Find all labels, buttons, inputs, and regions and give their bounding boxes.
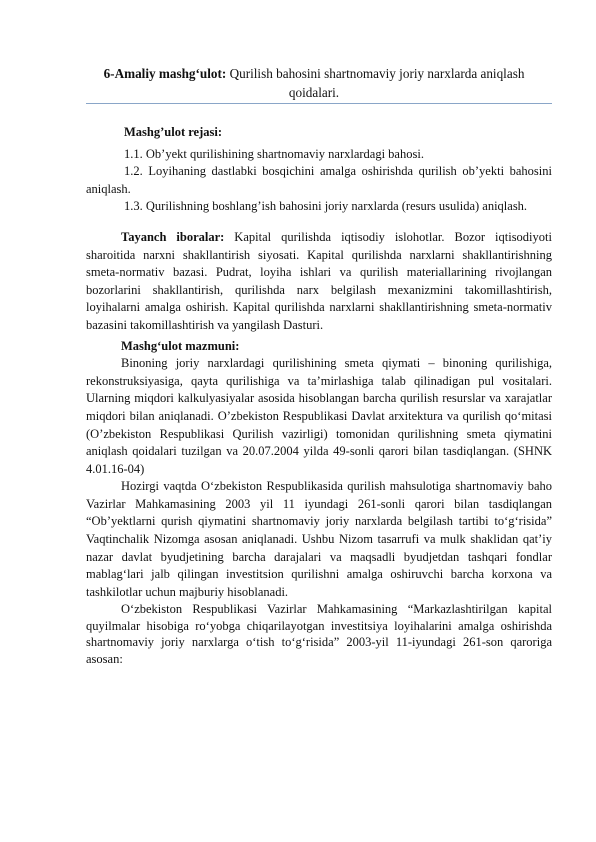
- plan-heading: [86, 124, 552, 142]
- keywords-text: Kapital qurilishda iqtisodiy islohotlar. Bozor iqtisodiyoti sharoitida narxni shakllantirish siyosati. Kapital qurilishda narxlarni shakllantirishning smeta-normativ bazasi. Pudrat, loyiha ishlari va qurilish materiallarining rivojlangan bozorlarini shakllantirish, qurilishda narx belgilash mexanizmini takomillashtirish, loyihalarni amalga oshirish. Kapital qurilishda narxlarni shakllantirishning smeta-normativ bazasini takomillashtirish va yangilash Dasturi.: [86, 229, 552, 332]
- title-text: Qurilish bahosini shartnomaviy joriy narxlarda aniqlash qoidalari.: [229, 66, 525, 100]
- spacer: [86, 216, 552, 229]
- keywords-paragraph: [86, 229, 552, 335]
- keywords-label: Tayanch iboralar:: [121, 229, 225, 244]
- page-title: [86, 64, 542, 102]
- plan-item-1: 1.1. Ob’yekt qurilishining shartnomaviy narxlardagi bahosi.: [124, 146, 424, 161]
- plan-item-3: 1.3. Qurilishning boshlang’ish bahosini joriy narxlarda (resurs usulida) aniqlash.: [124, 199, 528, 214]
- plan-item-2: 1.2. Loyihaning dastlabki bosqichini amalga oshirishda qurilish ob’yekti bahosini aniqlash.: [86, 164, 552, 196]
- content-paragraph-3: O‘zbekiston Respublikasi Vazirlar Mahkamasining “Markazlashtirilgan kapital quyilmalar hisobiga ro‘yobga chiqarilayotgan investitsiya loyihalarini amalga oshirishda shartnomaviy joriy narxlarga o‘tish to‘g‘risida” 2003-yil 11-iyundagi 261-son qaroriga asosan:: [86, 602, 552, 666]
- content-heading: [86, 338, 552, 356]
- title-divider: [86, 103, 552, 104]
- content-paragraph-1: Binoning joriy narxlardagi qurilishining smeta qiymati – binoning qurilishiga, rekonstruksiyasiga, qayta qurilishiga va ta’mirlashiga talab qilinadigan pul vositalari. Ularning miqdori kalkulyasiyalar asosida hisoblangan barcha qurilish resurslar va xarajatlar miqdori bilan aniqlanadi. O’zbekiston Respublikasi Davlat arxitektura va qurilish qo‘mitasi (O’zbekiston Respublikasi Qurilish vazirligi) tomonidan qurilishning smeta qiymatini aniqlash qoidalari tuzilgan va 20.07.2004 yilda 49-sonli qarori bilan tasdiqlangan. (SHNK 4.01.16-04): [86, 356, 552, 476]
- content-paragraph-2: Hozirgi vaqtda O‘zbekiston Respublikasida qurilish mahsulotiga shartnomaviy baho Vazirlar Mahkamasining 2003 yil 11 iyundagi 261-sonli qarori bilan tasdiqlangan “Ob’yektlarni qurish qiymatini shartnomaviy joriy narxlarda belgilash tartibi to‘g‘risida” Vaqtinchalik Nizomga asosan aniqlanadi. Ushbu Nizom tasarrufi va mulk shaklidan qat’iy nazar davlat byudjetining barcha darajalari va maqsadli byudjetdan tashqari fondlar mablag‘lari jalb qilingan investitsion qurilishni amalga oshiruvchi barcha korxona va tashkilotlar uchun majburiy hisoblanadi.: [86, 479, 552, 599]
- title-label: 6-Amaliy mashg‘ulot:: [103, 66, 227, 81]
- plan-heading-text: Mashg’ulot rejasi:: [124, 125, 223, 139]
- content-heading-text: Mashg‘ulot mazmuni:: [121, 338, 240, 353]
- document-body: [86, 124, 552, 667]
